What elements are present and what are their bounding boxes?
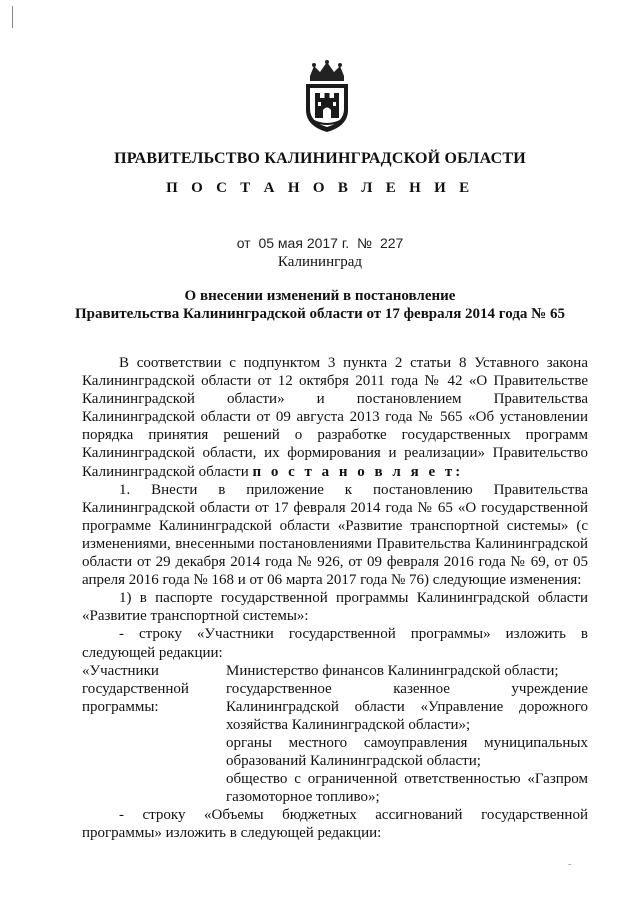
- preamble-paragraph: [82, 354, 588, 481]
- participant-item: государственное казенное учреждение Калининградской области «Управление дорожного хозяйства Калининградской области»;: [226, 680, 588, 733]
- participant-item: Министерство финансов Калининградской области;: [226, 662, 559, 679]
- government-name: ПРАВИТЕЛЬСТВО КАЛИНИНГРАДСКОЙ ОБЛАСТИ: [114, 150, 526, 167]
- scan-margin-mark: [12, 6, 13, 28]
- document-body: [82, 354, 588, 843]
- subitem-1: 1) в паспорте государственной программы Калининградской области «Развитие транспортной системы»:: [82, 590, 588, 625]
- coat-of-arms-emblem: [300, 60, 354, 134]
- date-number-line: [0, 235, 640, 251]
- document-date: 05 мая 2017 г.: [258, 235, 350, 251]
- document-type: П О С Т А Н О В Л Е Н И Е: [166, 180, 474, 196]
- title-line-2: Правительства Калининградской области от 17 февраля 2014 года № 65: [75, 306, 565, 322]
- line-budget: - строку «Объемы бюджетных ассигнований государственной программы» изложить в следующей редакции:: [82, 807, 588, 842]
- participants-label: «Участники государственной программы:: [82, 662, 189, 715]
- resolves-word: п о с т а н о в л я е т: [252, 463, 456, 480]
- item-1: 1. Внести в приложение к постановлению Правительства Калининградской области от 17 февраля 2014 года № 65 «О государственной программе Калининградской области «Развитие транспортной системы» (с изменениями, внесенными постановлениями Правительства Калининградской области от 29 декабря 2014 года № 926, от 09 февраля 2016 года № 69, от 05 апреля 2016 года № 168 и от 06 марта 2017 года № 76) следующие изменения:: [82, 481, 588, 589]
- date-prefix: от: [236, 235, 251, 251]
- title-line-1: О внесении изменений в постановление: [184, 288, 456, 304]
- line-participants: - строку «Участники государственной программы» изложить в следующей редакции:: [82, 626, 588, 661]
- document-title: [0, 287, 640, 323]
- number-sign: №: [357, 235, 373, 251]
- city: Калининград: [277, 254, 363, 270]
- resolves-colon: :: [455, 463, 464, 480]
- participants-list: [226, 662, 588, 807]
- participant-item: органы местного самоуправления муниципальных образований Калининградской области;: [226, 734, 588, 770]
- participants-block: [82, 662, 588, 807]
- document-number: 227: [379, 235, 404, 251]
- preamble-text: В соответствии с подпунктом 3 пункта 2 статьи 8 Уставного закона Калининградской области от 12 октября 2011 года № 42 «О Правительстве Калининградской области» и постановлением Правительства Калининградской области от 09 августа 2013 года № 565 «Об установлении порядка принятия решений о разработке государственных программ Калининградской области, их формирования и реализации» Правительство Калининградской области: [82, 355, 588, 480]
- footer-mark: -: [568, 858, 572, 870]
- participant-item: общество с ограниченной ответственностью «Газпром газомоторное топливо»;: [226, 771, 588, 806]
